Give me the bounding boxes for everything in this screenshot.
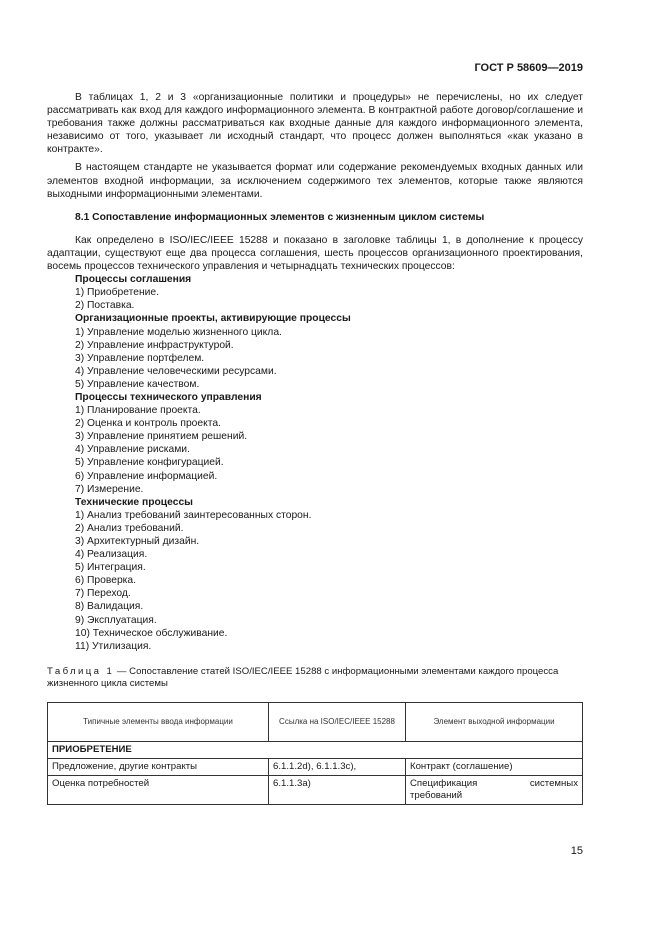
list-item: 5) Управление конфигурацией. — [75, 457, 224, 469]
list-item: 3) Архитектурный дизайн. — [75, 536, 200, 547]
list-item: 2) Анализ требований. — [75, 522, 184, 534]
list-item: 7) Измерение. — [75, 483, 144, 495]
list-item: 9) Эксплуатация. — [75, 614, 157, 626]
list-item: 1) Анализ требований заинтересованных сторон. — [75, 509, 312, 521]
list-item: 10) Техническое обслуживание. — [75, 627, 228, 639]
list-item: 8) Валидация. — [75, 601, 144, 613]
list-item: 4) Управление человеческими ресурсами. — [75, 365, 277, 377]
list-item: 5) Управление качеством. — [75, 378, 200, 390]
process-groups — [75, 273, 583, 653]
table-cell: Предложение, другие контракты — [48, 758, 269, 775]
group-title: Организационные проекты, активирующие процессы — [75, 313, 351, 325]
list-item: 1) Приобретение. — [75, 287, 159, 299]
table-section-cell: ПРИОБРЕТЕНИЕ — [48, 741, 583, 758]
process-group — [75, 391, 583, 496]
table-header-cell: Элемент выходной информации — [406, 702, 583, 741]
list-item: 6) Проверка. — [75, 575, 136, 587]
table-row — [48, 775, 583, 804]
list-item: 6) Управление информацией. — [75, 470, 218, 482]
intro-paragraph-2: В настоящем стандарте не указывается формат или содержание рекомендуемых входных данных или элементов входной информации, за исключением содержимого тех элементов, которые также являются выходными информационными элементами. — [47, 162, 583, 200]
table-section-row — [48, 741, 583, 758]
page-number: 15 — [570, 845, 583, 857]
table-row — [48, 758, 583, 775]
process-group — [75, 273, 583, 312]
process-group — [75, 496, 583, 653]
list-item: 11) Утилизация. — [75, 640, 152, 652]
group-title: Процессы соглашения — [75, 274, 192, 286]
mapping-table — [47, 702, 583, 805]
intro-paragraph-1: В таблицах 1, 2 и 3 «организационные политики и процедуры» не перечислены, но их следует рассматривать как вход для каждого информационного элемента. В контрактной работе договор/соглашение и требования также должны рассматриваться как входные данные для каждого информационного элемента, независимо от того, указывает ли исходный стандарт, что процесс должен выполняться «как указано в контракте». — [47, 92, 583, 156]
list-item: 7) Переход. — [75, 588, 131, 600]
table-header-cell: Ссылка на ISO/IEC/IEEE 15288 — [269, 702, 406, 741]
list-item: 3) Управление портфелем. — [75, 352, 205, 364]
list-item: 2) Поставка. — [75, 300, 135, 312]
list-item: 4) Управление рисками. — [75, 444, 190, 456]
group-title: Технические процессы — [75, 496, 193, 508]
section-heading: 8.1 Сопоставление информационных элементов с жизненным циклом системы — [75, 211, 485, 223]
table-cell: Спецификация системных требований — [406, 775, 583, 804]
list-item: 2) Управление инфраструктурой. — [75, 339, 234, 351]
table-caption — [47, 666, 583, 691]
group-title: Процессы технического управления — [75, 391, 262, 403]
standard-number: ГОСТ Р 58609—2019 — [474, 62, 583, 74]
table-cell: Контракт (соглашение) — [406, 758, 583, 775]
list-item: 5) Интеграция. — [75, 562, 146, 574]
document-body — [47, 91, 583, 805]
list-item: 1) Управление моделью жизненного цикла. — [75, 326, 282, 338]
table-caption-text: — Сопоставление статей ISO/IEC/IEEE 15288 с информационными элементами каждого процесса жизненного цикла системы — [47, 665, 559, 690]
list-item: 3) Управление принятием решений. — [75, 431, 248, 443]
table-cell: Оценка потребностей — [48, 775, 269, 804]
list-item: 1) Планирование проекта. — [75, 405, 201, 417]
table-header-cell: Типичные элементы ввода информации — [48, 702, 269, 741]
table-cell: 6.1.1.2d), 6.1.1.3c), — [269, 758, 406, 775]
table-cell: 6.1.1.3a) — [269, 775, 406, 804]
process-group — [75, 312, 583, 391]
table-caption-label: Таблица 1 — [47, 665, 115, 677]
list-item: 2) Оценка и контроль проекта. — [75, 418, 221, 430]
section-paragraph: Как определено в ISO/IEC/IEEE 15288 и показано в заголовке таблицы 1, в дополнение к процессу адаптации, существуют еще два процесса соглашения, шесть процессов организационного проектирования, восемь процессов технического управления и четырнадцать технических процессов: — [47, 234, 583, 273]
table-header-row — [48, 702, 583, 741]
list-item: 4) Реализация. — [75, 549, 148, 561]
